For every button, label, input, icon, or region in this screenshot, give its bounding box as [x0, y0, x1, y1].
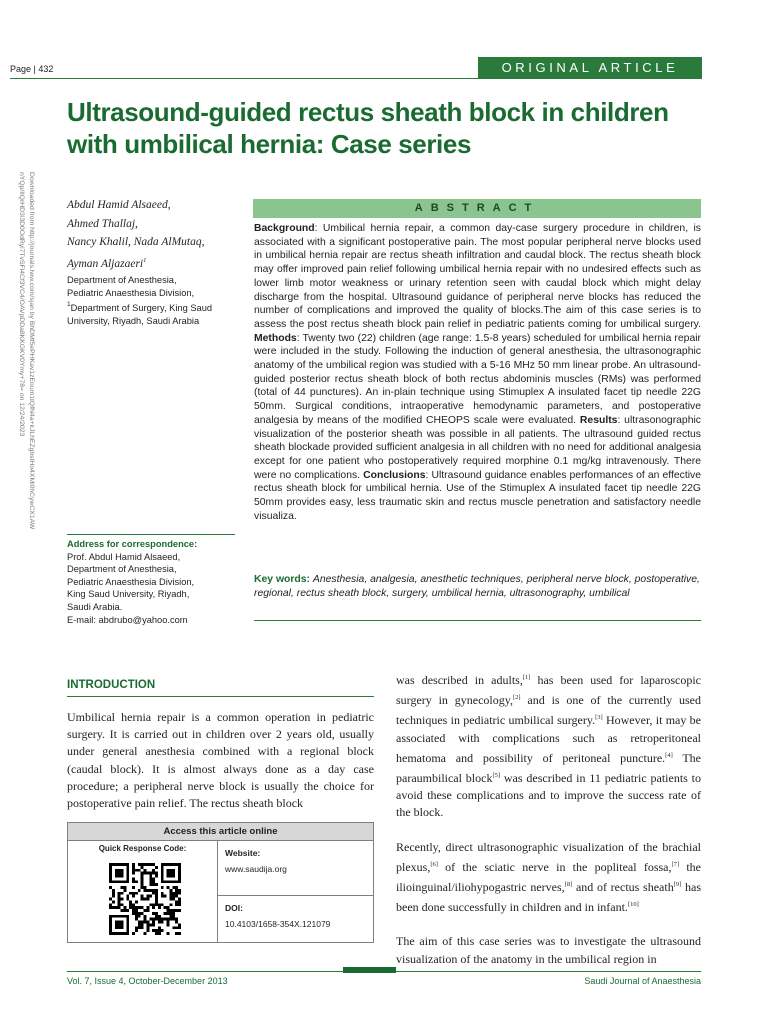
author-3: Nancy Khalil, Nada AlMutaq,	[67, 236, 205, 248]
citation[interactable]: [2]	[512, 694, 521, 702]
access-box-heading: Access this article online	[68, 823, 373, 841]
download-notice-line-2: nYQp/IlQrHD3i3D0OdRyi7TvSFl4Cf3VC4/OAVpDDa8KKGKV0Ymy+78= on 12/24/2023	[18, 172, 25, 437]
author-4: Ayman Aljazaeri$^1$	[67, 256, 147, 270]
download-notice	[18, 172, 35, 672]
citation[interactable]: [10]	[627, 901, 639, 909]
doi-label: DOI:	[225, 903, 243, 913]
paragraph: Recently, direct ultrasonographic visualization of the brachial plexus,[6] of the sciatic nerve in the popliteal fossa,[7] the ilioinguinal/iliohypogastric nerves,[8] and of rectus sheath[9] has been done successfully in children and in infant.[10]	[396, 839, 701, 915]
abstract-rule	[254, 620, 701, 621]
citation[interactable]: [7]	[671, 860, 680, 868]
affiliation-mark: 1	[143, 256, 147, 264]
access-info	[218, 841, 374, 942]
citation[interactable]: [1]	[522, 674, 531, 681]
keywords-value: Anesthesia, analgesia, anesthetic techniques, peripheral nerve block, postoperative, regional, rectus sheath block, surgery, umbilical hernia, ultrasonography, umbilical	[254, 574, 700, 599]
author-1: Abdul Hamid Alsaeed,	[67, 199, 171, 211]
article-title: Ultrasound-guided rectus sheath block in children with umbilical hernia: Case series	[67, 97, 669, 159]
citation[interactable]: [5]	[492, 772, 501, 780]
doi-link[interactable]: 10.4103/1658-354X.121079	[225, 919, 331, 929]
citation[interactable]: [8]	[564, 881, 573, 889]
footer-tab	[343, 967, 396, 973]
footer-issue: Vol. 7, Issue 4, October-December 2013	[67, 976, 228, 986]
abstract-heading: ABSTRACT	[253, 199, 701, 218]
footer-journal: Saudi Journal of Anaesthesia	[584, 976, 701, 986]
introduction-rule	[67, 696, 374, 697]
correspondence-heading: Address for correspondence:	[67, 539, 198, 549]
paragraph: was described in adults,[1] has been used for laparoscopic surgery in gynecology,[2] and is one of the currently used techniques in pediatric umbilical surgery.[3] However, it may be associated with complications such as retroperitoneal hematoma and possibility of peritoneal puncture.[4] The paraumbilical block[5] was described in 11 pediatric patients to avoid these complications and to improve the success rate of the block.	[396, 673, 702, 820]
paragraph: The aim of this case series was to investigate the ultrasound visualization of the anatomy in the umbilical region in	[396, 934, 701, 966]
introduction-right-column	[396, 669, 701, 985]
website-label: Website:	[225, 848, 261, 858]
qr-label: Quick Response Code:	[98, 844, 187, 853]
download-notice-line-1: Downloaded from http://journals.lww.com/sjan by BhDMf5ePHKav1zEoum1tQfN4a+kJLhEZgbsIHo4XMi0hCywCX1AW	[28, 172, 35, 530]
affiliations: Department of Anesthesia, Pediatric Anaesthesia Division, $^1$Department of Surgery, King Saud University, Riyadh, Saudi Arabia	[67, 275, 213, 326]
citation[interactable]: [6]	[430, 860, 438, 868]
website-link[interactable]: www.saudija.org	[225, 864, 287, 874]
introduction-heading: INTRODUCTION	[67, 679, 156, 691]
header-rule	[10, 78, 488, 79]
qr-cell	[68, 841, 218, 942]
introduction-left-column: Umbilical hernia repair is a common operation in pediatric surgery. It is carried out in children over 2 years old, usually under general anesthesia combined with a regional block (caudal block). It is almost always done as a day case procedure; a peripheral nerve block is usually the choice for postoperative pain relief. The rectus sheath block	[67, 710, 374, 811]
citation[interactable]: [3]	[595, 714, 603, 722]
access-article-box	[67, 822, 374, 943]
correspondence-block: Address for correspondence: Prof. Abdul Hamid Alsaeed, Department of Anesthesia, Pediatric Anaesthesia Division, King Saud University, Riyadh, Saudi Arabia. E-mail: abdrubo@yahoo.com	[67, 534, 235, 626]
keywords	[254, 573, 701, 600]
page-number: Page | 432	[10, 64, 54, 74]
citation[interactable]: [9]	[673, 881, 682, 889]
qr-code-icon[interactable]	[109, 863, 181, 935]
author-list	[67, 196, 247, 273]
abstract-text: Background: Umbilical hernia repair, a common day-case surgery procedure in children, is associated with a significant postoperative pain. The most popular peripheral nerve blocks used in umbilical hernia repair are rectus sheath infiltration and caudal block. The rectus sheath block may offer improved pain relief following umbilical hernia repair with no undesired effects such as lower limb motor weakness or urinary retention seen with caudal block which might delay discharge from the hospital. Ultrasound guidance of peripheral nerve blocks has reduced the number of complications and improved the quality of blocks.The aim of this case series is to assess the post rectus sheath block pain relief in pediatric patients coming for umbilical surgery. Methods: Twenty two (22) children (age range: 1.5-8 years) scheduled for umbilical hernia repair were included in the study. Following the induction of general anesthesia, the ultrasonographic anatomy of the umbilical region was studied with a 5-16 MHz 50 mm linear probe. An ultrasound-guided posterior rectus sheath block of both rectus abdominis muscles (RMs) was performed (total of 44 punctures). An in-plain technique using Stimuplex A insulated facet tip needle 22G 50mm. Surgical conditions, intraoperative hemodynamic parameters, and postoperative analgesia by means of the modified CHEOPS scale were evaluated. Results: ultrasonographic visualization of the posterior sheath was possible in all patients. The ultrasound guided rectus sheath blockade provided sufficient analgesia in all children with no need for additional analgesia except for one patient who postoperatively required morphine 0.1 mg/kg intravenously. There were no complications. Conclusions: Ultrasound guidance enables performances of an effective rectus sheath block for umbilical hernia. Use of the Stimuplex A insulated facet tip needle 22G 50mm provides easy, less traumatic skin and rectus muscle penetration and satisfactory needle visualiza.	[254, 223, 701, 522]
citation[interactable]: [4]	[665, 751, 673, 759]
keywords-label: Key words:	[254, 574, 311, 585]
correspondence-email[interactable]: E-mail: abdrubo@yahoo.com	[67, 614, 188, 625]
author-2: Ahmed Thallaj,	[67, 217, 138, 230]
article-type-banner: ORIGINAL ARTICLE	[478, 57, 702, 79]
